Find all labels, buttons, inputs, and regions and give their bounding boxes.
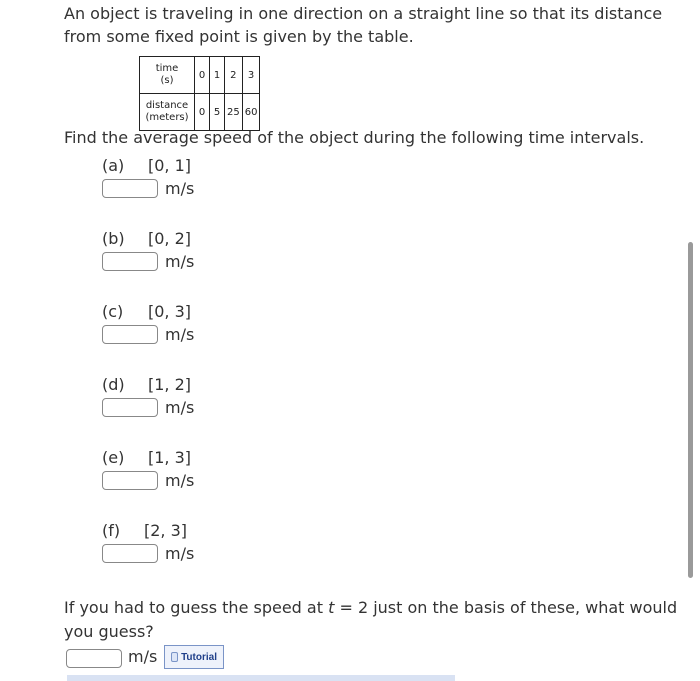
part-c: [102, 302, 322, 352]
unit-label: m/s: [165, 471, 195, 490]
time-cell: 1: [210, 57, 225, 94]
distance-cell: 5: [210, 94, 225, 131]
guess-text-after: = 2 just on the basis of these, what would you guess?: [64, 598, 678, 641]
distance-header-label: distance: [145, 100, 189, 111]
part-b: [102, 229, 322, 279]
distance-header-unit: (meters): [145, 112, 189, 123]
distance-cell: 60: [242, 94, 260, 131]
unit-label: m/s: [165, 325, 195, 344]
guess-variable: t: [328, 598, 335, 617]
guess-answer-input[interactable]: [66, 649, 122, 668]
part-label: (e): [102, 448, 125, 467]
distance-cell: 0: [195, 94, 210, 131]
part-interval: [1, 3]: [148, 448, 192, 467]
part-interval: [0, 3]: [148, 302, 192, 321]
part-e: [102, 448, 322, 498]
part-label: (c): [102, 302, 124, 321]
time-row: [140, 57, 260, 94]
answer-input-b[interactable]: [102, 252, 158, 271]
answer-input-c[interactable]: [102, 325, 158, 344]
time-header-unit: (s): [160, 75, 174, 86]
distance-cell: 25: [225, 94, 243, 131]
answer-input-e[interactable]: [102, 471, 158, 490]
answer-input-a[interactable]: [102, 179, 158, 198]
part-interval: [0, 1]: [148, 156, 192, 175]
time-distance-table: [139, 56, 260, 131]
part-a: [102, 156, 322, 206]
scrollbar-thumb[interactable]: [688, 242, 693, 578]
tutorial-icon: [171, 652, 178, 662]
part-label: (b): [102, 229, 125, 248]
time-cell: 3: [242, 57, 260, 94]
part-d: [102, 375, 322, 425]
part-label: (f): [102, 521, 121, 540]
part-label: (a): [102, 156, 125, 175]
unit-label: m/s: [165, 544, 195, 563]
part-interval: [1, 2]: [148, 375, 192, 394]
time-header-label: time: [155, 63, 179, 74]
unit-label: m/s: [165, 398, 195, 417]
part-f: [102, 521, 322, 571]
question-prompt: Find the average speed of the object during the following time intervals.: [64, 128, 645, 147]
answer-input-d[interactable]: [102, 398, 158, 417]
guess-text-before: If you had to guess the speed at: [64, 598, 329, 617]
tutorial-button[interactable]: [164, 645, 224, 669]
time-cell: 0: [195, 57, 210, 94]
problem-intro: An object is traveling in one direction on a straight line so that its distance from some fixed point is given by the table.: [64, 4, 663, 46]
part-interval: [2, 3]: [144, 521, 188, 540]
time-cell: 2: [225, 57, 243, 94]
distance-row: [140, 94, 260, 131]
part-label: (d): [102, 375, 125, 394]
part-interval: [0, 2]: [148, 229, 192, 248]
guess-unit-label: m/s: [128, 647, 158, 666]
bottom-bar: [67, 675, 455, 681]
answer-input-f[interactable]: [102, 544, 158, 563]
guess-question: [64, 596, 684, 644]
time-header: [140, 57, 195, 94]
distance-header: [140, 94, 195, 131]
tutorial-label: Tutorial: [181, 651, 217, 663]
unit-label: m/s: [165, 252, 195, 271]
unit-label: m/s: [165, 179, 195, 198]
